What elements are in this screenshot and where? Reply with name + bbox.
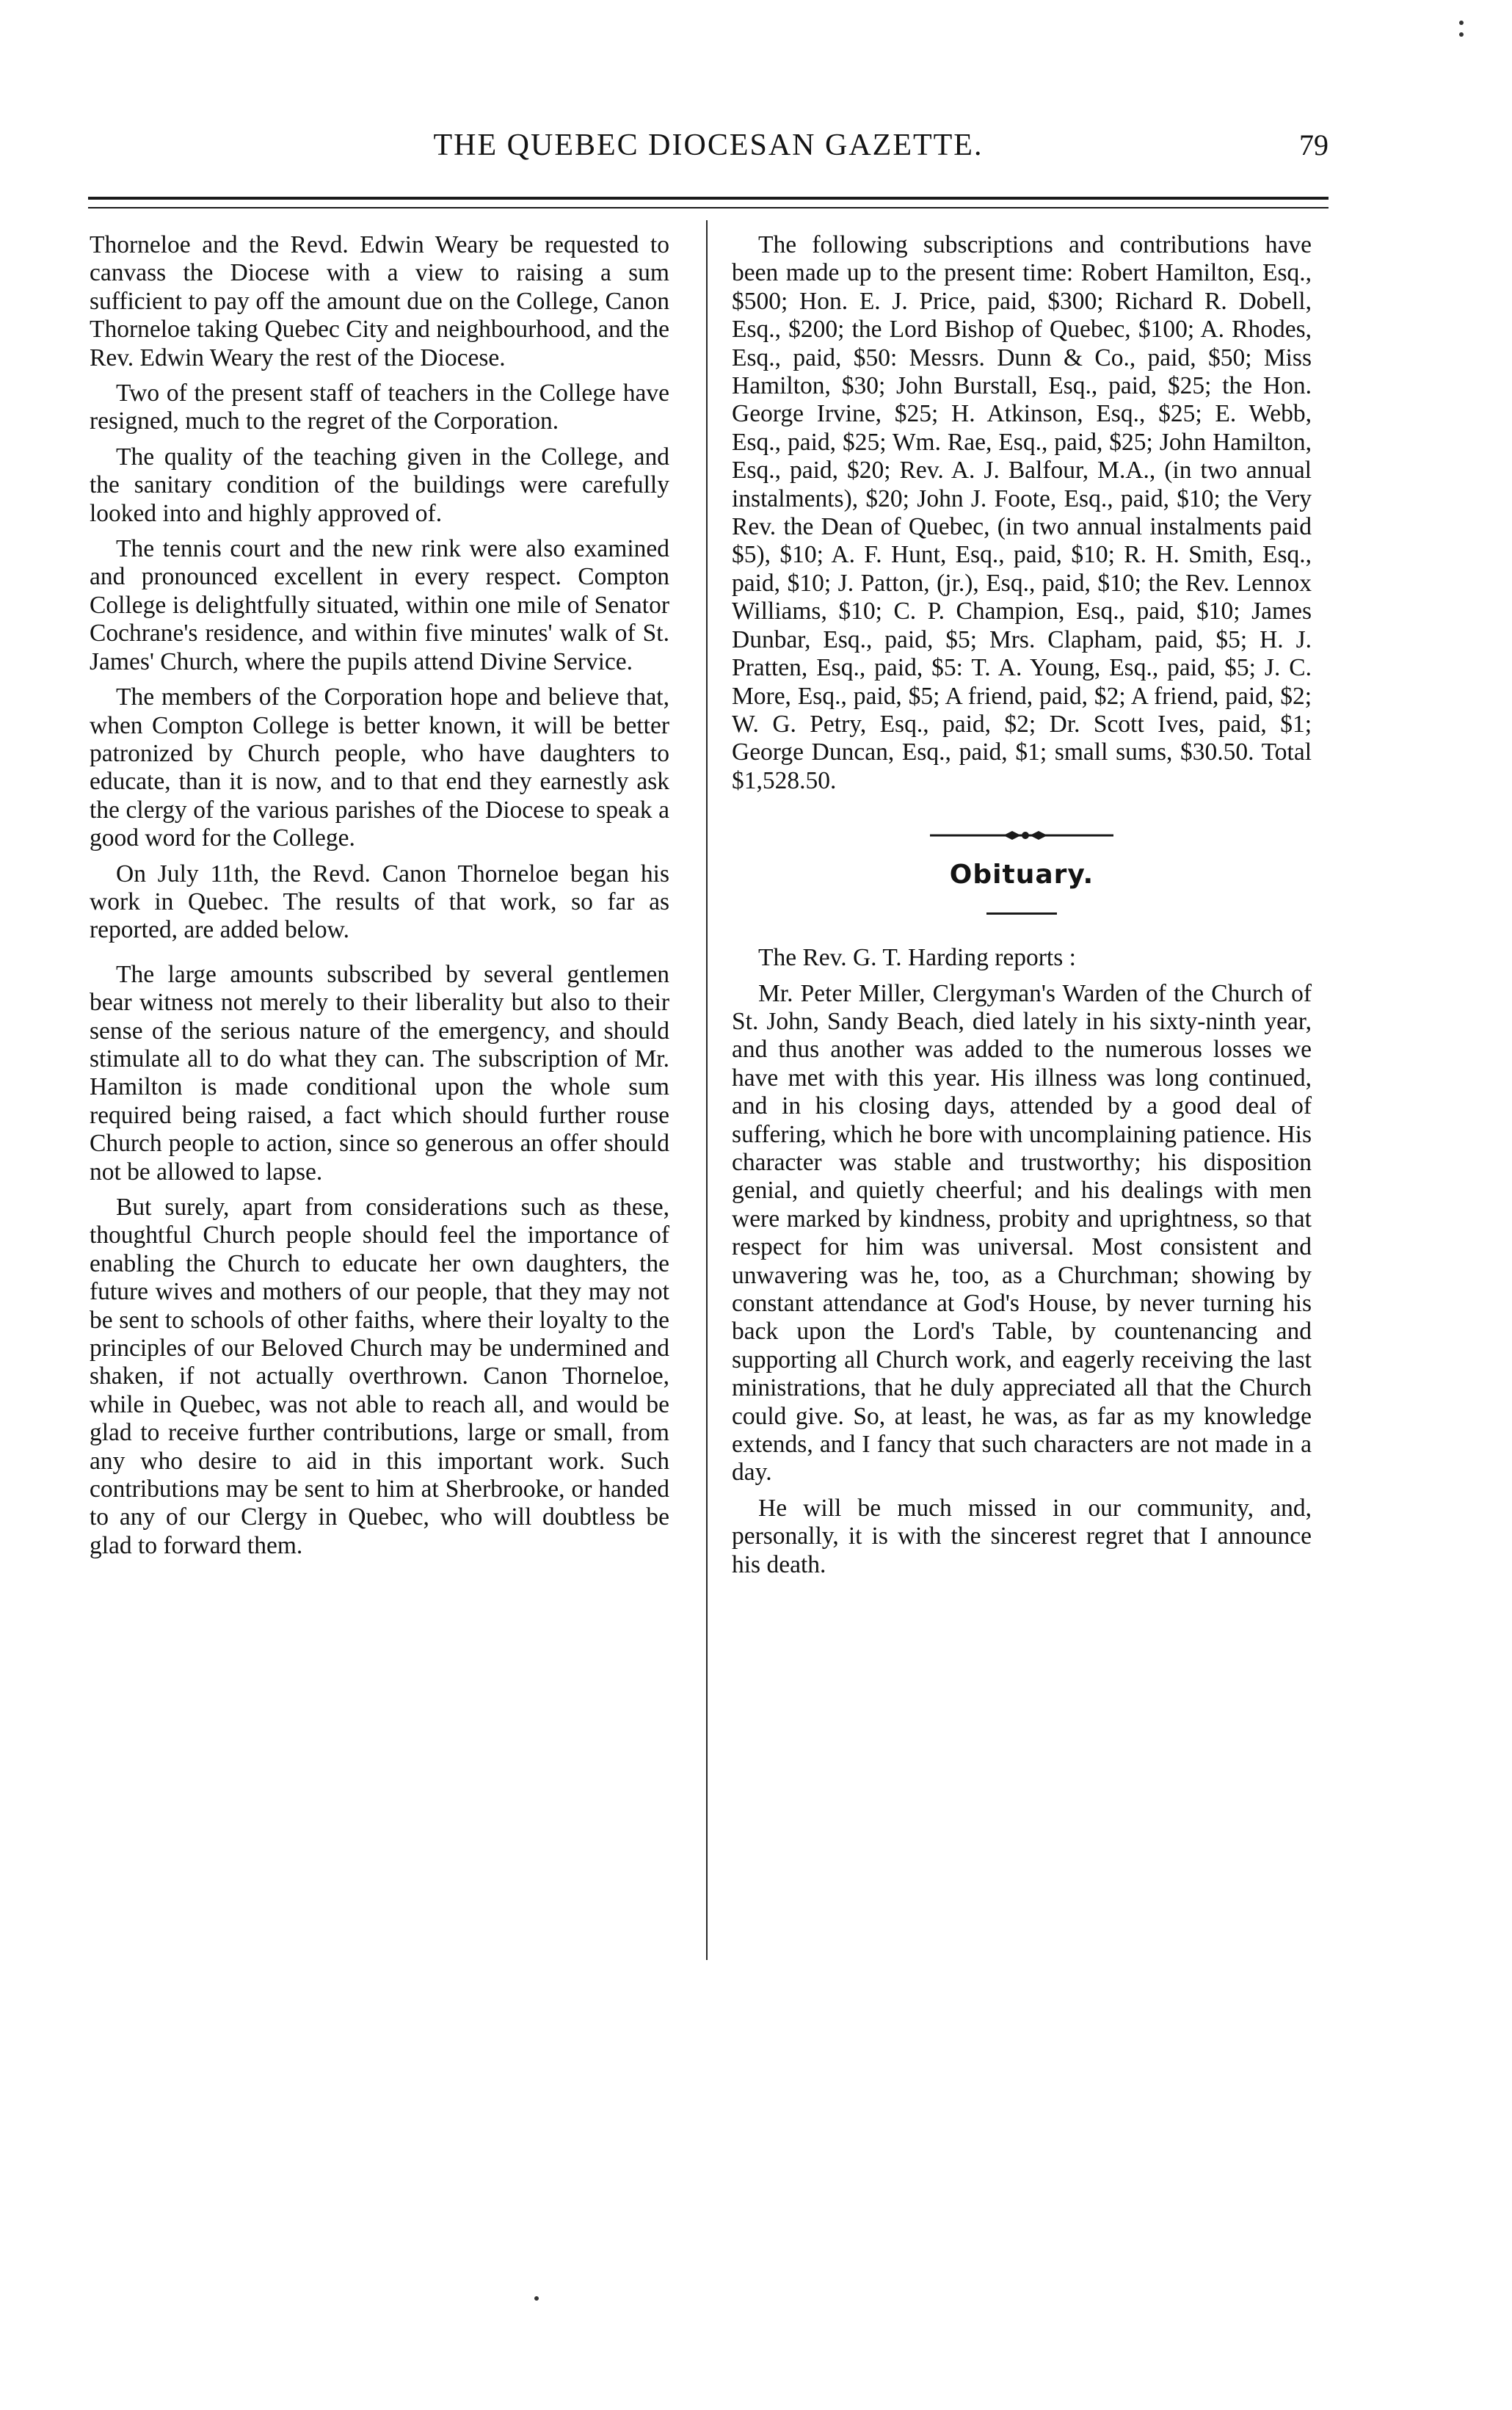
paragraph: The quality of the teaching given in the College, and the sanitary condition of the buildings were carefully looked into and highly approved of. xyxy=(90,443,669,527)
print-speck xyxy=(534,2296,539,2301)
left-column xyxy=(90,231,669,1567)
column-divider xyxy=(706,220,708,1960)
header-rule-thick xyxy=(88,197,1329,200)
subscriptions-list: The following subscriptions and contributions have been made up to the present time: Robert Hamilton, Esq., $500; Hon. E. J. Price, paid, $300; Richard R. Dobell, Esq., $200; the Lord Bishop of Quebec, $100; A. Rhodes, Esq., paid, $50: Messrs. Dunn & Co., paid, $50; Miss Hamilton, $30; John Burstall, Esq., paid, $25; the Hon. George Irvine, $25; H. Atkinson, Esq., $25; E. Webb, Esq., paid, $25; Wm. Rae, Esq., paid, $25; John Hamilton, Esq., paid, $20; Rev. A. J. Balfour, M.A., (in two annual instalments), $20; John J. Foote, Esq., paid, $10; the Very Rev. the Dean of Quebec, (in two annual instalments paid $5), $10; A. F. Hunt, Esq., paid, $10; R. H. Smith, Esq., paid, $10; J. Patton, (jr.), Esq., paid, $10; the Rev. Lennox Williams, $10; C. P. Champion, Esq., paid, $10; James Dunbar, Esq., paid, $5; Mrs. Clapham, paid, $5; H. J. Pratten, Esq., paid, $5: T. A. Young, Esq., paid, $5; J. C. More, Esq., paid, $5; A friend, paid, $2; A friend, paid, $2; W. G. Petry, Esq., paid, $2; Dr. Scott Ives, paid, $1; George Duncan, Esq., paid, $1; small sums, $30.50. Total $1,528.50. xyxy=(732,231,1312,794)
right-column xyxy=(732,231,1312,1586)
page-number: 79 xyxy=(1299,128,1329,161)
paragraph: The members of the Corporation hope and believe that, when Compton College is better known, it will be better patronized by Church people, who have daughters to educate, than it is now, and to that end they earnestly ask the clergy of the various parishes of the Diocese to speak a good word for the College. xyxy=(90,683,669,852)
paragraph: The tennis court and the new rink were also examined and pronounced excellent in every respect. Compton College is delightfully situated, within one mile of Senator Cochrane's residence, and within five minutes' walk of St. James' Church, where the pupils attend Divine Service. xyxy=(90,535,669,675)
print-speck xyxy=(1459,32,1464,37)
ornament-divider xyxy=(930,824,1113,846)
paragraph: Two of the present staff of teachers in the College have resigned, much to the regret of the Corporation. xyxy=(90,380,669,435)
paragraph: The large amounts subscribed by several gentlemen bear witness not merely to their liberality but also to their sense of the serious nature of the emergency, and should stimulate all to do what they can. The subscription of Mr. Hamilton is made conditional upon the whole sum required being raised, a fact which should further rouse Church people to action, since so generous an offer should not be allowed to lapse. xyxy=(90,960,669,1186)
heading-rule xyxy=(986,912,1057,915)
header-title: THE QUEBEC DIOCESAN GAZETTE. xyxy=(433,128,984,162)
paragraph: But surely, apart from considerations such as these, thoughtful Church people should feel the importance of enabling the Church to educate her own daughters, the future wives and mothers of our people, that they may not be sent to schools of other faiths, where their loyalty to the principles of our Beloved Church may be undermined and shaken, if not actually overthrown. Canon Thorneloe, while in Quebec, was not able to reach all, and would be glad to receive further contributions, large or small, from any who desire to aid in this important work. Such contributions may be sent to him at Sherbrooke, or handed to any of our Clergy in Quebec, who will doubtless be glad to forward them. xyxy=(90,1194,669,1559)
header-rule-thin xyxy=(88,207,1329,208)
paragraph: Thorneloe and the Revd. Edwin Weary be requested to canvass the Diocese with a view to raising a sum sufficient to pay off the amount due on the College, Canon Thorneloe taking Quebec City and neighbourhood, and the Rev. Edwin Weary the rest of the Diocese. xyxy=(90,231,669,371)
obituary-heading: Obituary. xyxy=(949,860,1094,890)
obituary-paragraph: Mr. Peter Miller, Clergyman's Warden of the Church of St. John, Sandy Beach, died lately in his sixty-ninth year, and thus another was added to the numerous losses we have met with this year. His illness was long continued, and in his closing days, attended by a good deal of suffering, which he bore with uncomplaining patience. His character was stable and trustworthy; his disposition genial, and quietly cheerful; and his dealings with men were marked by kindness, probity and uprightness, so that respect for him was universal. Most consistent and unwavering was he, too, as a Churchman; showing by constant attendance at God's House, by never turning his back upon the Lord's Table, by countenancing and supporting all Church work, and eagerly receiving the last ministrations, that he duly appreciated all that the Church could give. So, at least, he was, as far as my knowledge extends, and I fancy that such characters are not made in a day. xyxy=(732,979,1312,1487)
running-header xyxy=(88,123,1329,175)
report-intro: The Rev. G. T. Harding reports : xyxy=(758,944,1076,972)
print-speck xyxy=(1459,21,1464,25)
obituary-paragraph: He will be much missed in our community, and, personally, it is with the sincerest regret that I announce his death. xyxy=(732,1494,1312,1578)
paragraph: On July 11th, the Revd. Canon Thorneloe began his work in Quebec. The results of that work, so far as reported, are added below. xyxy=(90,860,669,944)
